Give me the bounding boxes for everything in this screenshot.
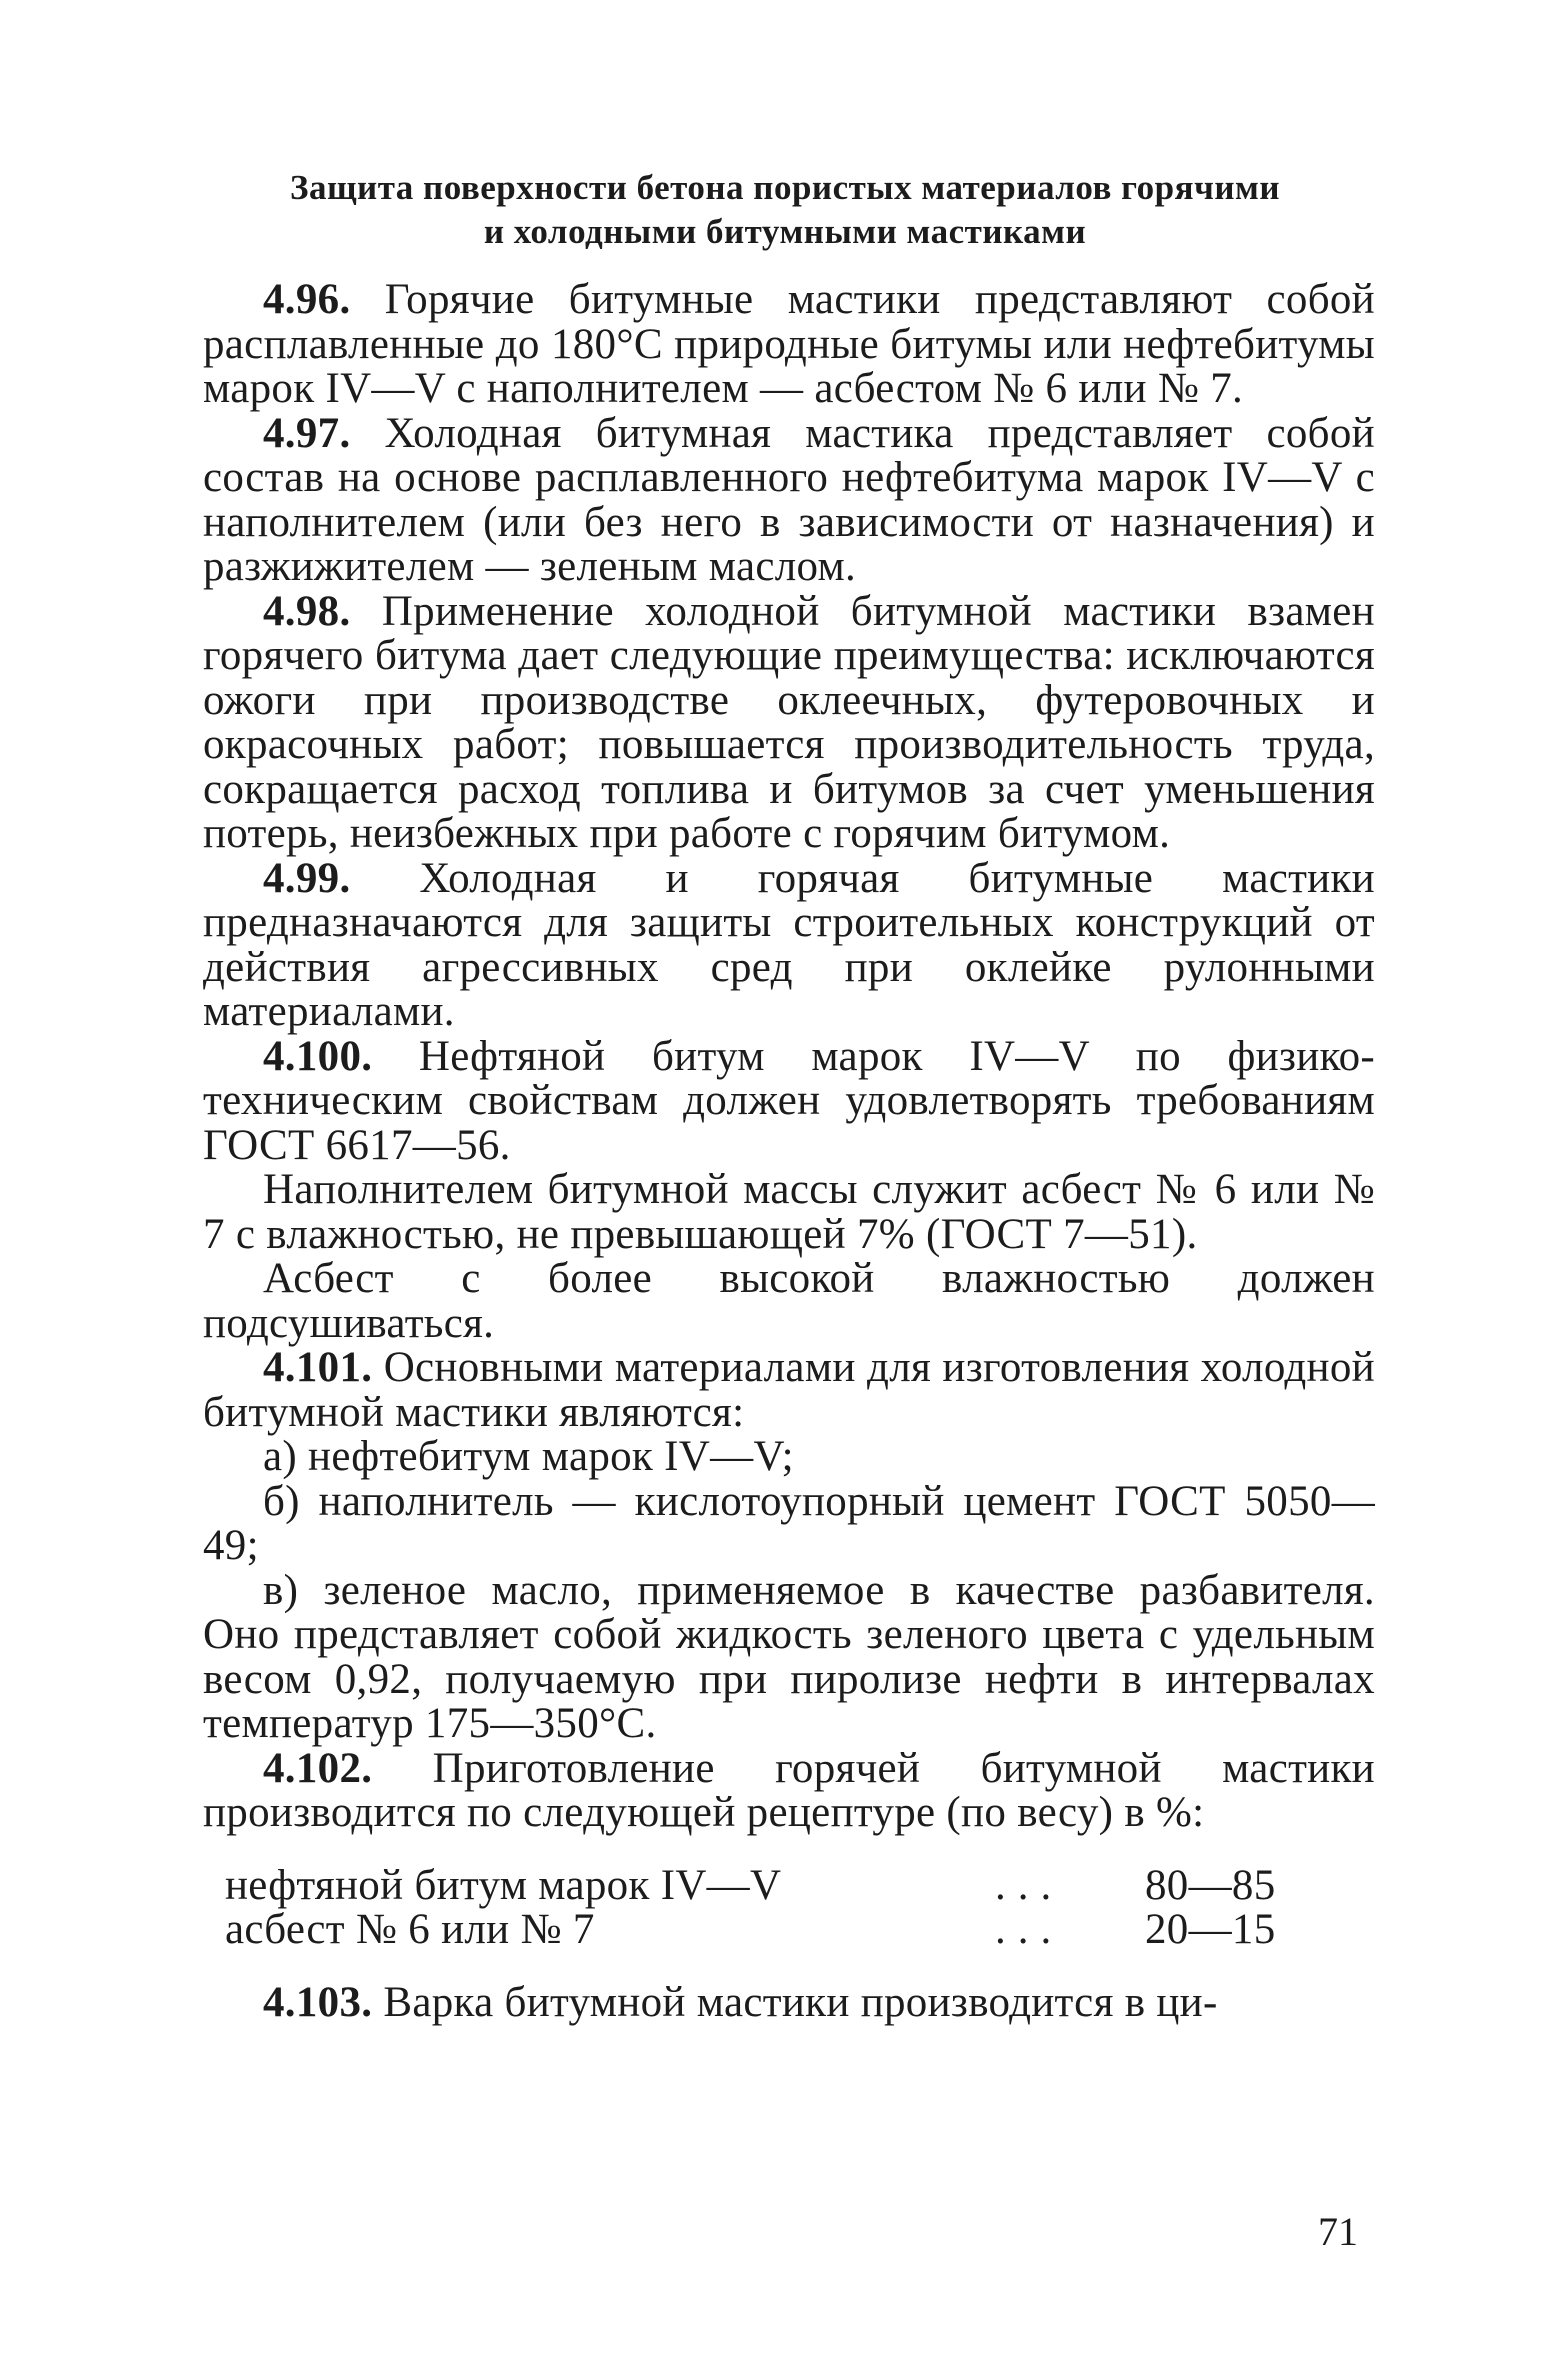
list-item: б) наполнитель — кислотоупорный цемент ГОСТ 5050—49;: [203, 1477, 1375, 1569]
paragraph-text: Горячие битумные мастики представляют собой расплавленные до 180°С природные битумы или нефтебитумы марок IV—V с наполнителем — асбестом № 6 или № 7.: [203, 276, 1375, 412]
clause-number: 4.100.: [263, 1032, 373, 1080]
paragraph-4-96: [203, 278, 1375, 412]
list-item: в) зеленое масло, применяемое в качестве разбавителя. Оно представляет собой жидкость зеленого цвета с удельным весом 0,92, получаемую при пиролизе нефти в интервалах температур 175—350°С.: [203, 1566, 1375, 1747]
leader-dots: ...: [995, 1906, 1064, 1953]
page-number: 71: [1318, 2209, 1358, 2254]
clause-number: 4.103.: [263, 1978, 373, 2026]
clause-number: 4.97.: [263, 409, 351, 457]
clause-number: 4.99.: [263, 854, 351, 902]
paragraph-text: Холодная битумная мастика представляет собой состав на основе расплавленного нефтебитума марок IV—V с наполнителем (или без него в зависимости от назначения) и разжижителем — зеленым маслом.: [203, 409, 1375, 590]
clause-number: 4.96.: [263, 276, 351, 323]
paragraph-4-97: [203, 409, 1375, 590]
paragraph-4-101: [203, 1346, 1375, 1435]
paragraph-text: Применение холодной битумной мастики взамен горячего битума дает следующие преимущества: исключаются ожоги при производстве оклеечных, футеровочных и окрасочных работ; повышается производительность труда, сокращается расход топлива и битумов за счет уменьшения потерь, неизбежных при работе с горячим битумом.: [203, 587, 1375, 857]
ingredient-percent: 20—15: [1145, 1906, 1276, 1953]
section-heading: [250, 166, 1320, 254]
paragraph-4-98: [203, 587, 1375, 857]
ingredient-percent: 80—85: [1145, 1861, 1276, 1909]
body-text: [203, 278, 1375, 2025]
recipe-table: [225, 1861, 1295, 1953]
heading-line-1: Защита поверхности бетона пористых материалов горячими: [290, 168, 1280, 207]
ingredient-name: нефтяной битум марок IV—V: [225, 1861, 782, 1909]
paragraph-text: Холодная и горячая битумные мастики предназначаются для защиты строительных конструкций от действия агрессивных сред при оклейке рулонными материалами.: [203, 854, 1375, 1035]
table-row: [225, 1908, 1295, 1953]
filler-paragraph: Наполнителем битумной массы служит асбест № 6 или № 7 с влажностью, не превышающей 7% (ГОСТ 7—51).: [203, 1166, 1375, 1258]
list-item: а) нефтебитум марок IV—V;: [263, 1433, 794, 1480]
paragraph-4-103: [203, 1978, 1375, 2026]
clause-number: 4.101.: [263, 1344, 373, 1391]
table-row: [225, 1864, 1295, 1909]
paragraph-4-102: [203, 1744, 1375, 1836]
leader-dots: ...: [995, 1861, 1064, 1909]
paragraph-text: Приготовление горячей битумной мастики производится по следующей рецептуре (по весу) в %:: [203, 1744, 1375, 1836]
paragraph-text: Варка битумной мастики производится в ци-: [383, 1978, 1218, 2026]
clause-number: 4.102.: [263, 1744, 373, 1792]
clause-number: 4.98.: [263, 587, 351, 635]
paragraph-4-100: [203, 1032, 1375, 1169]
drying-paragraph: Асбест с более высокой влажностью должен подсушиваться.: [203, 1255, 1375, 1347]
heading-line-2: и холодными битумными мастиками: [483, 212, 1087, 251]
paragraph-text: Основными материалами для изготовления холодной битумной мастики являются:: [203, 1344, 1375, 1436]
ingredient-name: асбест № 6 или № 7: [225, 1906, 595, 1953]
paragraph-text: Нефтяной битум марок IV—V по физико-техническим свойствам должен удовлетворять требованиям ГОСТ 6617—56.: [203, 1032, 1375, 1169]
paragraph-4-99: [203, 854, 1375, 1035]
